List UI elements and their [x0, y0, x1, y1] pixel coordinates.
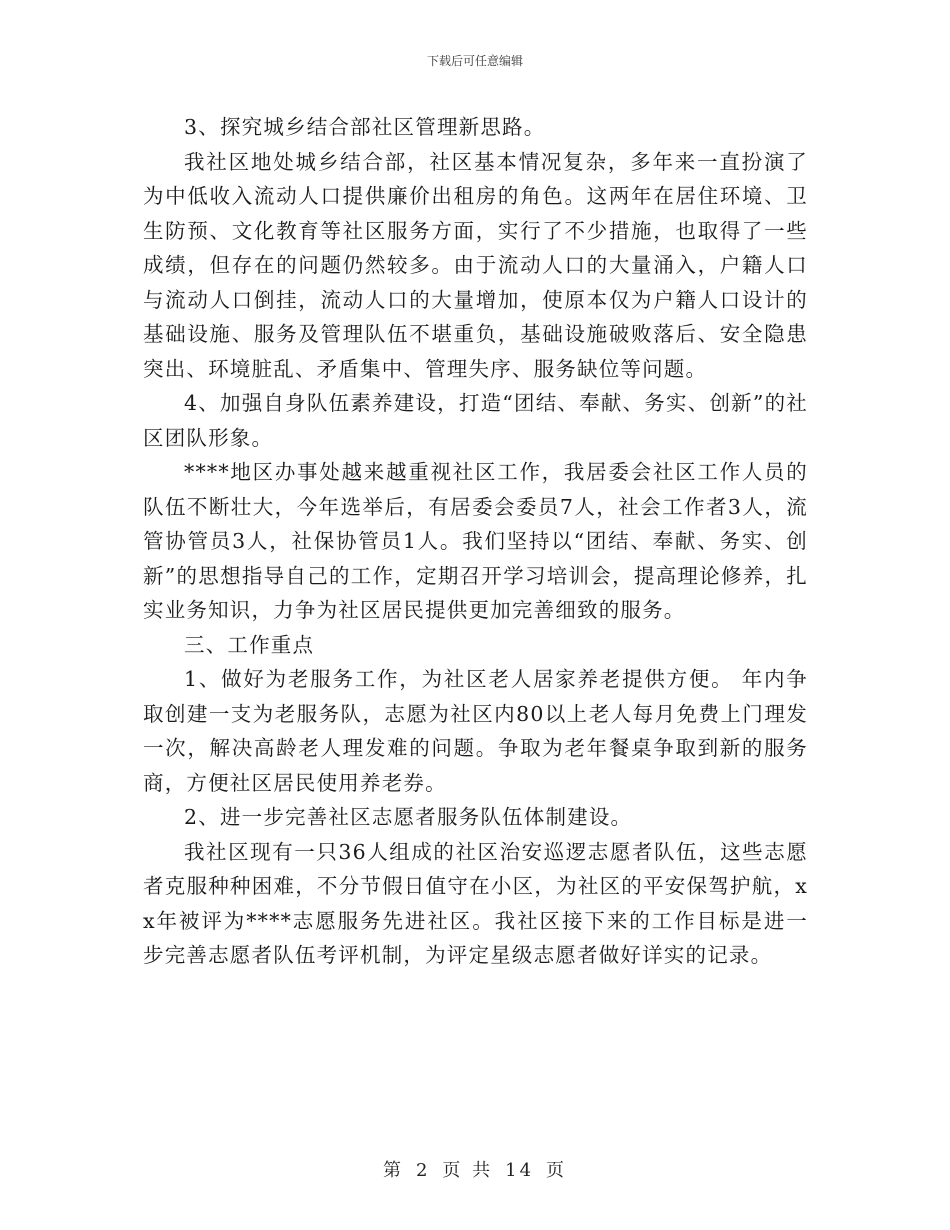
footer-total-pages: 14 — [505, 1160, 535, 1181]
paragraph-elderly-service: 1、做好为老服务工作，为社区老人居家养老提供方便。 年内争取创建一支为老服务队，志愿为社区内80以上老人每月免费上门理发一次，解决高龄老人理发难的问题。争取为老年餐桌争取到新的服务商，方便社区居民使用养老券。 — [143, 667, 808, 795]
page-header: 下载后可任意编辑 — [426, 54, 523, 68]
footer-suffix: 页 — [546, 1160, 568, 1181]
paragraph-volunteer-team: 我社区现有一只36人组成的社区治安巡逻志愿者队伍，这些志愿者克服种种困难，不分节假日值守在小区，为社区的平安保驾护航，xx年被评为****志愿服务先进社区。我社区接下来的工作目标是进一步完善志愿者队伍考评机制，为评定星级志愿者做好详实的记录。 — [143, 839, 808, 967]
paragraph-section-heading-3: 3、探究城乡结合部社区管理新思路。 — [184, 115, 546, 139]
paragraph-work-focus-heading: 三、工作重点 — [184, 632, 315, 657]
footer-prefix: 第 — [382, 1160, 404, 1181]
document-body — [143, 110, 808, 973]
paragraph-team-building: ****地区办事处越来越重视社区工作，我居委会社区工作人员的队伍不断壮大，今年选举后，有居委会委员7人，社会工作者3人，流管协管员3人，社保协管员1人。我们坚持以“团结、奉献、务实、创新”的思想指导自己的工作，定期召开学习培训会，提高理论修养，扎实业务知识，力争为社区居民提供更加完善细致的服务。 — [143, 460, 808, 622]
footer-page-number: 2 — [415, 1160, 431, 1181]
footer-middle: 页 共 — [442, 1160, 494, 1181]
paragraph-section-heading-4: 4、加强自身队伍素养建设，打造“团结、奉献、务实、创新”的社区团队形象。 — [143, 391, 808, 450]
paragraph-community-situation: 我社区地处城乡结合部，社区基本情况复杂，多年来一直扮演了为中低收入流动人口提供廉价出租房的角色。这两年在居住环境、卫生防预、文化教育等社区服务方面，实行了不少措施，也取得了一些成绩，但存在的问题仍然较多。由于流动人口的大量涌入，户籍人口与流动人口倒挂，流动人口的大量增加，使原本仅为户籍人口设计的基础设施、服务及管理队伍不堪重负，基础设施破败落后、安全隐患突出、环境脏乱、矛盾集中、管理失序、服务缺位等问题。 — [143, 149, 808, 381]
page-footer — [0, 1156, 950, 1182]
paragraph-volunteer-heading: 2、进一步完善社区志愿者服务队伍体制建设。 — [184, 805, 633, 829]
